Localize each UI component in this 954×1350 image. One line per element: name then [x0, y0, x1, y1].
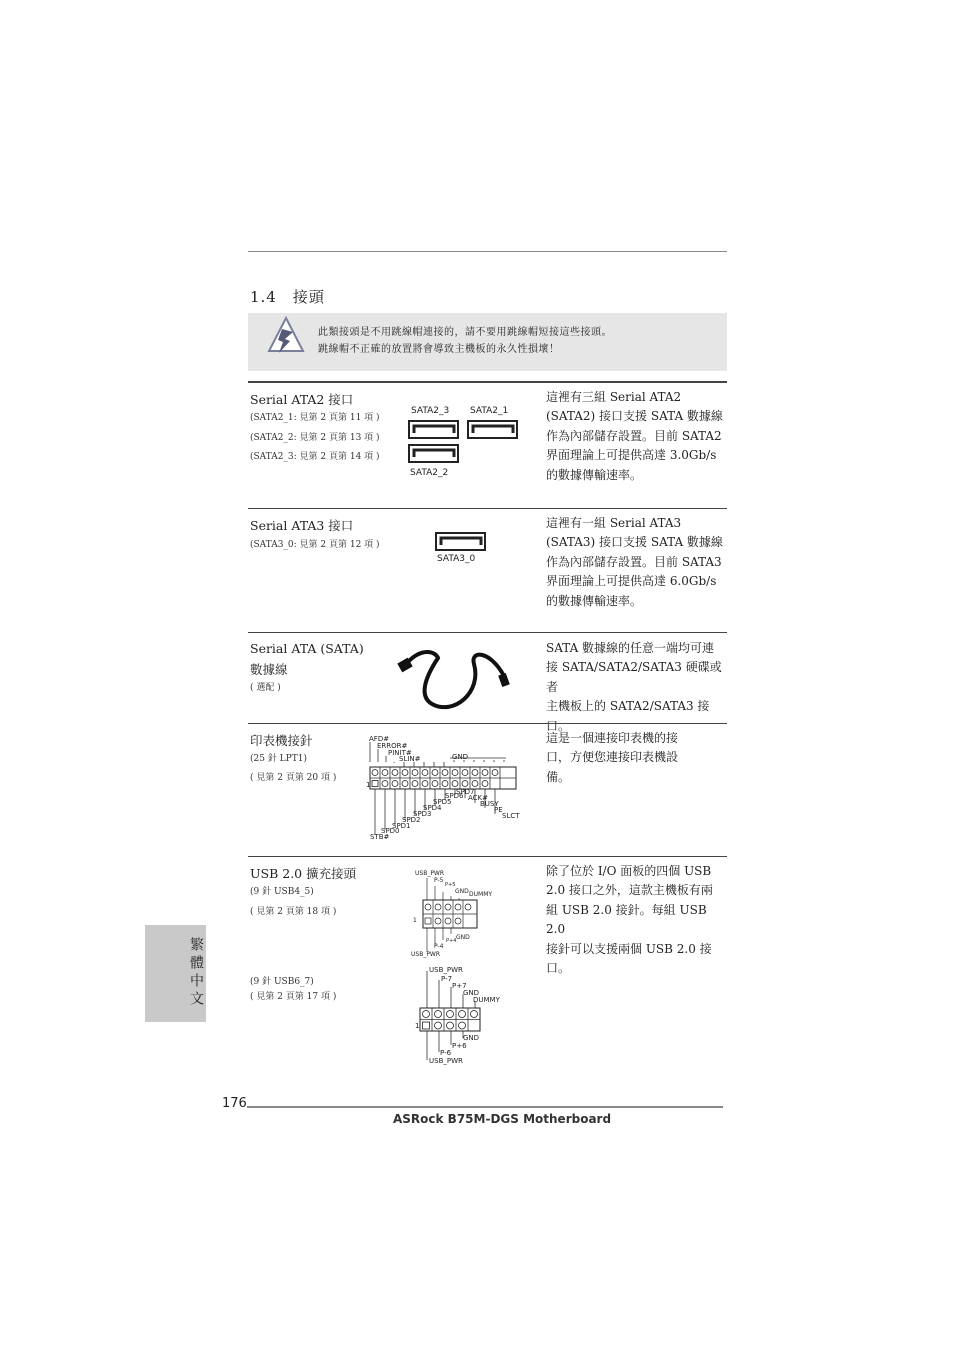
lpt-title: 印表機接針: [250, 733, 313, 748]
lpt-pinout-diagram: AFD# ERROR# PINIT# SLIN# GND 1 SPD7 ACK# BUSY PE SLCT SPD6 SPD5 SPD4 SPD3 SPD2 SPD1 SPD0 STB#: [366, 735, 520, 841]
cable-title-2: 數據線: [250, 662, 288, 677]
usb-title: USB 2.0 擴充接頭: [250, 866, 357, 881]
cable-note: ( 選配 ): [250, 683, 281, 693]
warning-box: [248, 313, 727, 371]
language-side-tab: [145, 925, 206, 1022]
warning-pen-icon: [266, 315, 306, 359]
sata2-ref-3: (SATA2_3: 見第 2 頁第 14 項 ): [250, 452, 380, 462]
usb-sub-2: (9 針 USB6_7): [250, 977, 314, 987]
section-divider: [248, 381, 727, 383]
section-divider: [248, 856, 727, 857]
sata2-description: 這裡有三組 Serial ATA2 (SATA2) 接口支援 SATA 數據線 作為內部儲存設置。目前 SATA2 界面理論上可提供高達 3.0Gb/s 的數據傳輸速率。: [546, 390, 723, 482]
usb6-7-pinout-diagram: USB_PWR P-7 P+7 GND DUMMY 1 GND P+6 P-6 USB_PWR: [415, 966, 500, 1065]
section-divider: [248, 723, 727, 724]
sata2-2-label: SATA2_2: [410, 468, 449, 478]
lpt-sub: (25 針 LPT1): [250, 754, 307, 764]
section-heading: [250, 286, 325, 307]
sata2-connectors-diagram: [408, 420, 520, 465]
section-title: 接頭: [292, 288, 325, 306]
sata-cable-image: [396, 636, 522, 712]
sata2-ref-2: (SATA2_2: 見第 2 頁第 13 項 ): [250, 433, 380, 443]
sata2-title: Serial ATA2 接口: [250, 392, 354, 407]
usb4-5-pinout-diagram: USB_PWR P-5 P+5 GND DUMMY 1 GND P+4 P-4 USB_PWR: [411, 870, 493, 958]
usb-sub-1: (9 針 USB4_5): [250, 887, 314, 897]
section-number: 1.4: [250, 288, 277, 306]
sata3-ref: (SATA3_0: 見第 2 頁第 12 項 ): [250, 540, 380, 550]
footer-rule: [247, 1106, 723, 1108]
section-divider: [248, 632, 727, 633]
usb-ref-2: ( 見第 2 頁第 17 項 ): [250, 992, 337, 1002]
language-label: 繁體中文: [188, 937, 204, 1009]
cable-title-1: Serial ATA (SATA): [250, 641, 364, 656]
sata3-connector-diagram: [435, 532, 487, 551]
cable-description: SATA 數據線的任意一端均可連 接 SATA/SATA2/SATA3 硬碟或者 主機板上的 SATA2/SATA3 接口。: [546, 641, 722, 733]
warning-line-1: 此類接頭是不用跳線帽連接的，請不要用跳線帽短接這些接頭。: [318, 327, 612, 338]
sata2-3-label: SATA2_3: [411, 406, 450, 416]
usb-description: 除了位於 I/O 面板的四個 USB 2.0 接口之外，這款主機板有兩 組 USB 2.0 接針。每組 USB 2.0 接針可以支援兩個 USB 2.0 接 口。: [546, 864, 713, 976]
footer-title: ASRock B75M-DGS Motherboard: [393, 1112, 612, 1126]
lpt-description: 這是一個連接印表機的接 口，方便您連接印表機設 備。: [546, 731, 679, 784]
usb-ref-1: ( 見第 2 頁第 18 項 ): [250, 907, 337, 917]
lpt-ref: ( 見第 2 頁第 20 項 ): [250, 773, 337, 783]
sata2-1-label: SATA2_1: [470, 406, 509, 416]
section-divider: [248, 508, 727, 509]
sata3-description: 這裡有一組 Serial ATA3 (SATA3) 接口支援 SATA 數據線 作為內部儲存設置。目前 SATA3 界面理論上可提供高達 6.0Gb/s 的數據傳輸速率。: [546, 516, 723, 608]
page-number: 176: [222, 1096, 247, 1111]
warning-line-2: 跳線帽不正確的放置將會導致主機板的永久性損壞！: [318, 344, 560, 355]
sata3-title: Serial ATA3 接口: [250, 518, 354, 533]
sata3-0-label: SATA3_0: [437, 554, 476, 564]
sata2-ref-1: (SATA2_1: 見第 2 頁第 11 項 ): [250, 413, 380, 423]
top-rule: [248, 251, 727, 252]
